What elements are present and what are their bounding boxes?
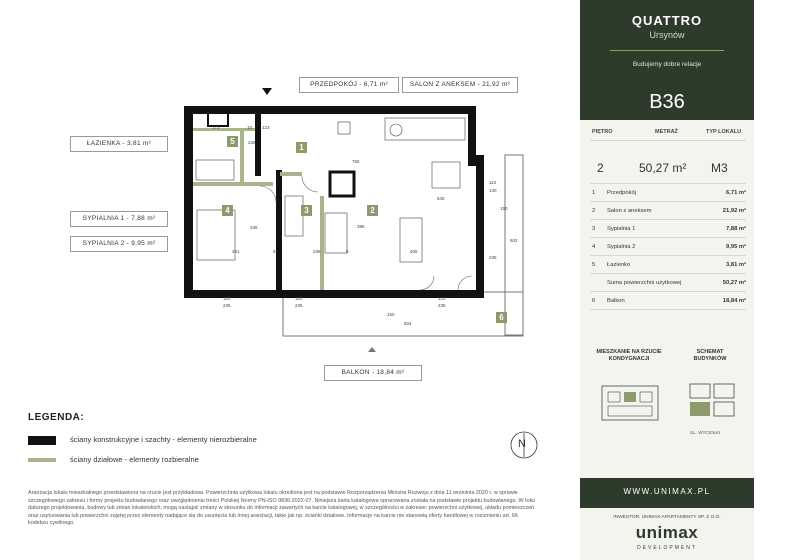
dim-150: 150 — [500, 206, 508, 211]
unit-code: B36 — [649, 91, 685, 113]
street-label: UL. WYCIOŁKI — [690, 430, 721, 435]
room-number-1: 1 — [296, 142, 307, 153]
balcony-outline — [283, 292, 523, 336]
balcony-side — [505, 155, 523, 335]
sum-value: 50,27 m² — [722, 280, 746, 286]
room-row-value: 21,92 m² — [722, 208, 746, 214]
room-row — [590, 242, 746, 252]
legend-item-partition: ściany działowe - elementy rozbieralne — [70, 455, 199, 464]
entry-arrow — [262, 88, 272, 95]
room-row — [590, 188, 746, 198]
sidebar-header — [580, 0, 754, 120]
dim-110: 110 — [489, 180, 497, 185]
room-row — [590, 224, 746, 234]
developer-logo-sub: DEVELOPMENT — [637, 545, 697, 551]
divider — [590, 219, 746, 220]
mini-map-label-buildings: SCHEMAT BUDYNKÓW — [693, 349, 727, 362]
mini-map-label-floor: MIESZKANIE NA RZUCIE KONDYGNACJI — [596, 349, 662, 362]
legend-title: LEGENDA: — [28, 412, 85, 423]
room-row-label: Sypialnia 1 — [607, 226, 636, 232]
structural-walls — [184, 106, 484, 298]
callout-balkon: BALKON - 18,84 m² — [324, 365, 422, 381]
callout-przedpokoj: PRZEDPOKÓJ - 6,71 m² — [299, 77, 399, 93]
brand-name: QUATTRO — [631, 13, 703, 28]
brand-tagline: Budujemy dobre relacje — [632, 61, 702, 68]
investor-text: INWESTOR: UNIMAX APARTAMENTY SP. Z O.O. — [613, 515, 721, 520]
room-number-3: 3 — [301, 205, 312, 216]
dim-236: 236 — [313, 249, 321, 254]
dim-8b: 8 — [346, 249, 349, 254]
dim-235b: 235 — [295, 303, 303, 308]
dim-405: 405 — [410, 249, 418, 254]
dim-540: 540 — [437, 196, 445, 201]
room-row-number: 2 — [592, 208, 596, 214]
dim-10: 10 — [247, 125, 253, 130]
balcony-row — [590, 296, 746, 306]
doors — [260, 176, 472, 290]
callout-sypialnia1: SYPIALNIA 1 - 7,88 m² — [70, 211, 168, 227]
col-header-floor: PIĘTRO — [592, 129, 613, 135]
developer-logo: unimax — [635, 523, 699, 542]
dim-172: 172 — [212, 125, 220, 130]
dim-120c: 120 — [438, 296, 446, 301]
dim-226: 226 — [248, 140, 256, 145]
room-row-label: Salon z aneksem — [607, 208, 652, 214]
disclaimer-text: Aranżacja lokalu mieszkalnego przedstawiona na rzucie jest przykładowa. Powierzchnia użytkowa lokalu określona jest na podstawie Rozporządzenia Ministra Rozwoju z dnia 11 września 2020 r. w sprawie szczegółowego zakresu i formy projektu budowlanego oraz uwzględnieniu treści Polskiej Normy PN-ISO 9836:2022-07. Niniejsza karta katalogowa opracowana została na podstawie projektu budowlanego. W toku dalszego projektowania, budowy lub zmian lokatorskich, mogą nastąpić zmiany w stosunku do informacji zawartych na karcie katalogowej, w szczególności w zakresie: powierzchni użytkowej, układu pomieszczeń oraz usytuowania lub powierzchni zajętej przez elementy nadające się do usunięcia lub innej aranżacji, takie jak np. ścianki działowe. Informacje na karcie nie stanowią oferty handlowej w rozumieniu art. 66 kodeksu cywilnego. — [28, 490, 536, 527]
divider — [590, 255, 746, 256]
divider — [590, 140, 746, 141]
dim-8a: 8 — [273, 249, 276, 254]
legend-item-structural: ściany konstrukcyjne i szachty - elementy nierozbieralne — [70, 435, 257, 444]
room-row-value: 7,88 m² — [726, 226, 746, 232]
room-number-4: 4 — [222, 205, 233, 216]
room-number-5: 5 — [227, 136, 238, 147]
divider — [590, 183, 746, 184]
brand-location: Ursynów — [649, 30, 685, 40]
legend-swatch-partition — [28, 458, 56, 462]
balcony-row-label: Balkon — [607, 298, 625, 304]
room-row-label: Sypialnia 2 — [607, 244, 636, 250]
dim-338: 338 — [250, 225, 258, 230]
dim-235c: 235 — [438, 303, 446, 308]
dim-386: 386 — [357, 224, 365, 229]
compass — [509, 430, 539, 460]
divider — [590, 273, 746, 274]
room-row-number: 3 — [592, 226, 596, 232]
mini-map-floor — [598, 378, 662, 428]
room-row — [590, 206, 746, 216]
dim-235a: 235 — [223, 303, 231, 308]
value-area: 50,27 m² — [639, 161, 687, 175]
website-bar — [580, 478, 754, 508]
room-row-number: 5 — [592, 262, 596, 268]
divider — [590, 237, 746, 238]
balcony-row-number: 6 — [592, 298, 596, 304]
dim-150b: 150 — [387, 312, 395, 317]
room-row — [590, 260, 746, 270]
info-sidebar — [580, 0, 754, 560]
room-row-label: Przedpokój — [607, 190, 637, 196]
dim-602: 602 — [510, 238, 518, 243]
value-type: M3 — [711, 161, 728, 175]
dim-123: 123 — [262, 125, 270, 130]
room-row-number: 4 — [592, 244, 596, 250]
dim-120a: 120 — [223, 296, 231, 301]
dim-765: 765 — [352, 159, 360, 164]
room-row-value: 3,81 m² — [726, 262, 746, 268]
callout-lazienka: ŁAZIENKA - 3,81 m² — [70, 136, 168, 152]
sum-label: Suma powierzchni użytkowej — [607, 280, 682, 286]
value-floor: 2 — [597, 161, 604, 175]
dim-120b: 120 — [295, 296, 303, 301]
dim-140: 140 — [489, 188, 497, 193]
dim-804: 804 — [404, 321, 412, 326]
divider — [590, 309, 746, 310]
room-row-number: 1 — [592, 190, 596, 196]
balcony-pointer — [368, 347, 376, 352]
divider — [590, 291, 746, 292]
mini-map-buildings — [684, 378, 740, 428]
compass-label: N — [518, 438, 526, 450]
website-link[interactable]: WWW.UNIMAX.PL — [623, 487, 711, 496]
sum-row — [590, 278, 746, 288]
col-header-type: TYP LOKALU — [706, 129, 742, 135]
divider — [590, 201, 746, 202]
callout-sypialnia2: SYPIALNIA 2 - 9,95 m² — [70, 236, 168, 252]
legend-swatch-structural — [28, 436, 56, 445]
dim-235: 235 — [489, 255, 497, 260]
col-header-area: METRAŻ — [655, 129, 678, 135]
balcony-row-value: 18,84 m² — [722, 298, 746, 304]
dim-291: 291 — [232, 249, 240, 254]
room-row-value: 6,71 m² — [726, 190, 746, 196]
room-number-6: 6 — [496, 312, 507, 323]
room-row-value: 9,95 m² — [726, 244, 746, 250]
room-row-label: Łazienko — [607, 262, 631, 268]
room-number-2: 2 — [367, 205, 378, 216]
header-divider — [610, 50, 724, 51]
callout-salon: SALON Z ANEKSEM - 21,92 m² — [402, 77, 518, 93]
legend — [28, 412, 498, 464]
